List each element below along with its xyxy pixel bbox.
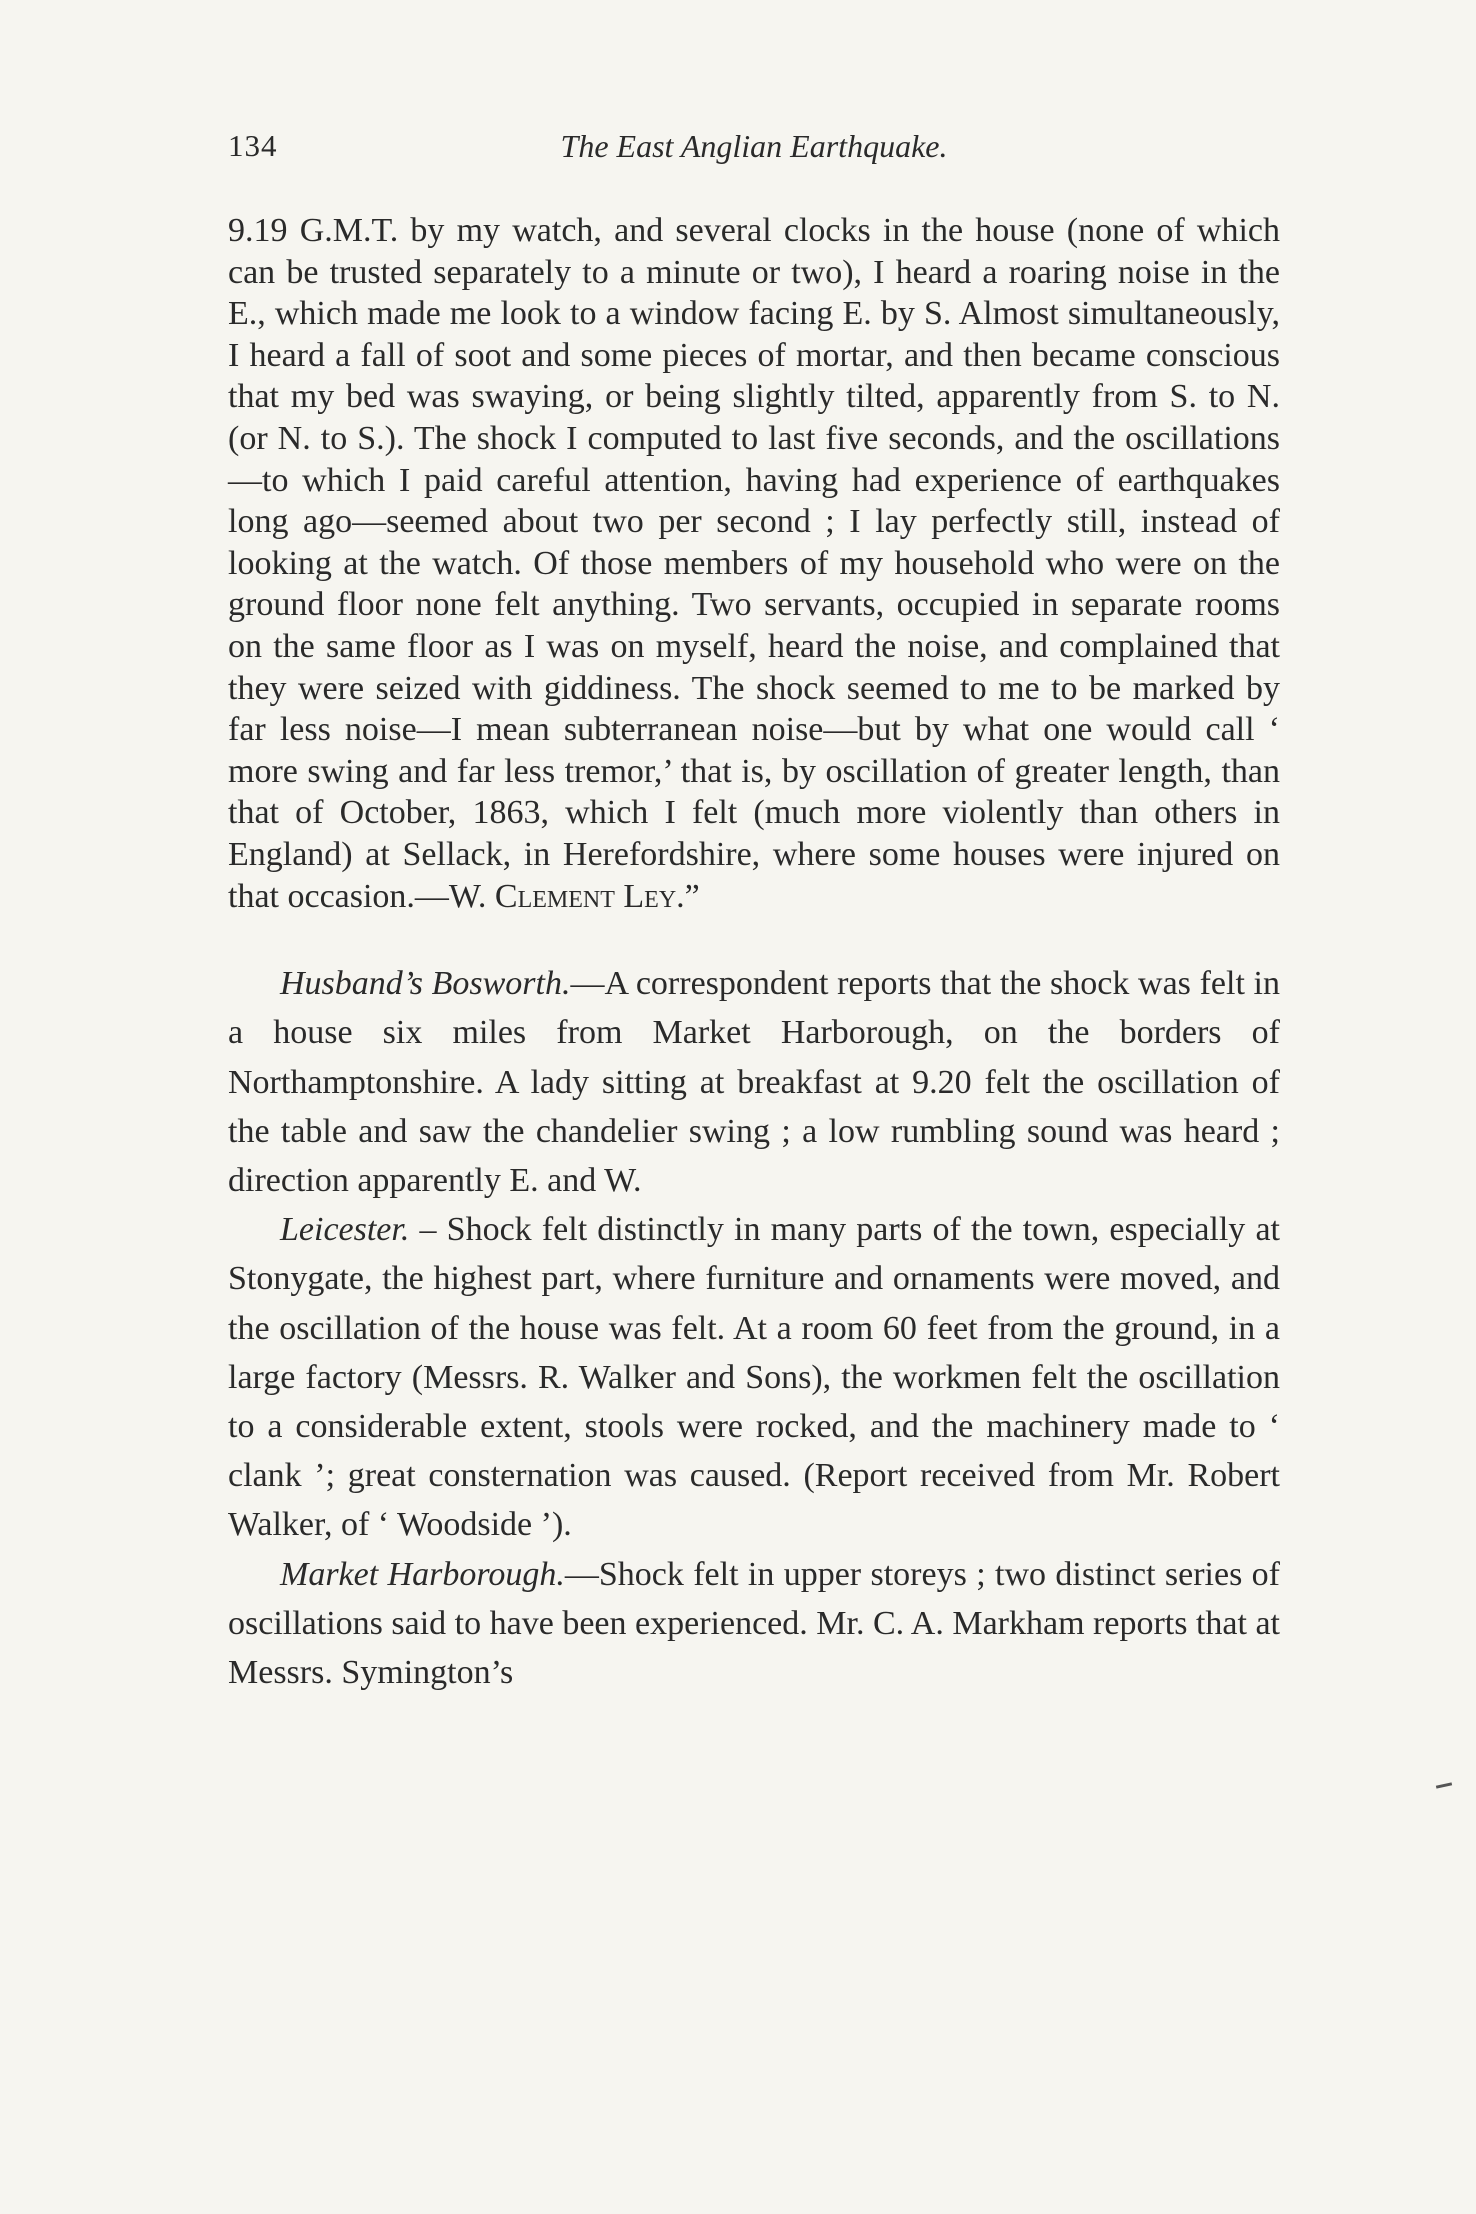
place-name: Leicester.: [280, 1211, 410, 1249]
letter-closing: .”: [676, 877, 700, 915]
entry-paragraph-leicester: [228, 1205, 1280, 1549]
body-text: [228, 210, 1280, 1697]
running-title: The East Anglian Earthquake.: [560, 128, 948, 164]
margin-mark: [1436, 1782, 1452, 1788]
entry-paragraph-husbands-bosworth: [228, 959, 1280, 1205]
entry-text: —Shock felt in upper storeys ; two distinct series of oscillations said to have been experienced. Mr. C. A. Markham reports that at Messrs. Symington’s: [228, 1555, 1281, 1691]
letter-paragraph: [228, 210, 1280, 917]
page-header: [228, 128, 1280, 178]
letter-text: 9.19 G.M.T. by my watch, and several clocks in the house (none of which can be trusted separately to a minute or two), I heard a roaring noise in the E., which made me look to a window facing E. by S. Almost simultaneously, I heard a fall of soot and some pieces of mortar, and then became conscious that my bed was swaying, or being slightly tilted, apparently from S. to N. (or N. to S.). The shock I computed to last five seconds, and the oscillations—to which I paid careful attention, having had experience of earthquakes long ago—seemed about two per second ; I lay perfectly still, instead of looking at the watch. Of those members of my household who were on the ground floor none felt anything. Two servants, occupied in separate rooms on the same floor as I was on myself, heard the noise, and complained that they were seized with giddiness. The shock seemed to me to be marked by far less noise—I mean subterranean noise—but by what one would call ‘ more swing and far less tremor,’ that is, by oscillation of greater length, than that of October, 1863, which I felt (much more violently than others in England) at Sellack, in Herefordshire, where some houses were injured on that occasion.—W.: [228, 212, 1280, 915]
place-name: Husband’s Bosworth.: [280, 965, 571, 1003]
entry-paragraph-market-harborough: [228, 1550, 1280, 1698]
entry-text: —A correspondent reports that the shock was felt in a house six miles from Market Harborough, on the borders of Northamptonshire. A lady sitting at breakfast at 9.20 felt the oscillation of the table and saw the chandelier swing ; a low rumbling sound was heard ; direction apparently E. and W.: [228, 965, 1281, 1199]
entry-text: – Shock felt distinctly in many parts of the town, especially at Stonygate, the highest part, where furniture and ornaments were moved, and the oscillation of the house was felt. At a room 60 feet from the ground, in a large factory (Messrs. R. Walker and Sons), the workmen felt the oscillation to a considerable extent, stools were rocked, and the machinery made to ‘ clank ’; great consternation was caused. (Report received from Mr. Robert Walker, of ‘ Woodside ’).: [228, 1211, 1280, 1544]
letter-quotation: [228, 210, 1280, 917]
place-name: Market Harborough.: [280, 1555, 565, 1593]
letter-signature: Clement Ley: [494, 877, 677, 915]
page-number: 134: [228, 128, 278, 163]
entries-section: [228, 959, 1280, 1697]
